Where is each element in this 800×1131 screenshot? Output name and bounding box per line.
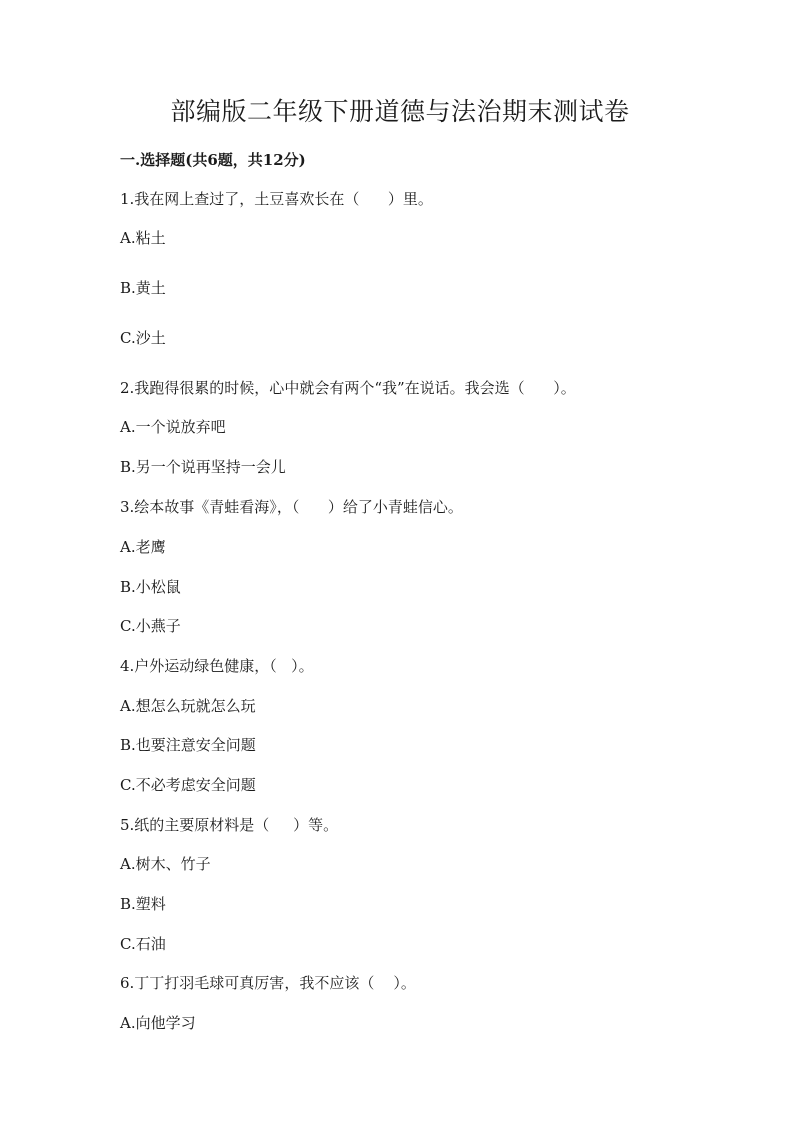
option-4a: A.想怎么玩就怎么玩	[120, 697, 256, 715]
option-5b: B.塑料	[120, 895, 166, 913]
question-4: 4.户外运动绿色健康，（ ）。	[120, 657, 314, 675]
option-6a: A.向他学习	[120, 1014, 196, 1032]
page-title: 部编版二年级下册道德与法治期末测试卷	[170, 97, 630, 126]
question-2: 2.我跑得很累的时候，心中就会有两个“我”在说话。我会选（ ）。	[120, 379, 576, 397]
option-5a: A.树木、竹子	[120, 855, 211, 873]
option-4c: C.不必考虑安全问题	[120, 776, 256, 794]
option-5c: C.石油	[120, 935, 166, 953]
option-2b: B.另一个说再坚持一会儿	[120, 458, 286, 476]
option-1c: C.沙土	[120, 329, 166, 347]
section-heading-choice: 一.选择题(共6题，共12分)	[120, 151, 306, 169]
option-3c: C.小燕子	[120, 617, 181, 635]
option-4b: B.也要注意安全问题	[120, 736, 256, 754]
option-3a: A.老鹰	[120, 538, 166, 556]
question-1: 1.我在网上查过了，土豆喜欢长在（ ）里。	[120, 190, 433, 208]
option-2a: A.一个说放弃吧	[120, 418, 226, 436]
question-5: 5.纸的主要原材料是（ ）等。	[120, 816, 339, 834]
question-3: 3.绘本故事《青蛙看海》，（ ）给了小青蛙信心。	[120, 498, 463, 516]
question-6: 6.丁丁打羽毛球可真厉害，我不应该（ ）。	[120, 974, 416, 992]
option-1a: A.粘土	[120, 229, 166, 247]
option-1b: B.黄土	[120, 279, 166, 297]
option-3b: B.小松鼠	[120, 578, 181, 596]
